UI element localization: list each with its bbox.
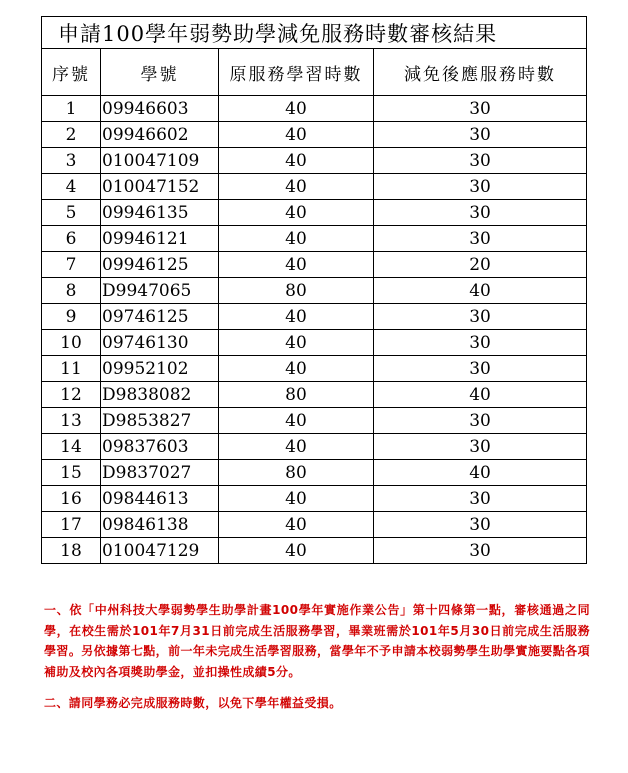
column-header-reduced-hours: 減免後應服務時數	[374, 49, 587, 96]
reduced-hours-cell: 30	[374, 200, 587, 226]
reduced-hours-cell: 30	[374, 356, 587, 382]
table-row	[42, 148, 587, 174]
serial-cell: 6	[42, 226, 101, 252]
original-hours-cell: 40	[219, 486, 374, 512]
original-hours-cell: 40	[219, 122, 374, 148]
table-row	[42, 460, 587, 486]
reduced-hours-cell: 30	[374, 512, 587, 538]
original-hours-cell: 40	[219, 304, 374, 330]
student-id-cell: 09746125	[101, 304, 219, 330]
table-row	[42, 174, 587, 200]
table-row	[42, 512, 587, 538]
reduced-hours-cell: 30	[374, 408, 587, 434]
student-id-cell: D9947065	[101, 278, 219, 304]
serial-cell: 9	[42, 304, 101, 330]
table-row	[42, 486, 587, 512]
original-hours-cell: 40	[219, 174, 374, 200]
student-id-cell: 010047129	[101, 538, 219, 564]
original-hours-cell: 40	[219, 512, 374, 538]
original-hours-cell: 40	[219, 356, 374, 382]
serial-cell: 7	[42, 252, 101, 278]
reduced-hours-cell: 40	[374, 382, 587, 408]
serial-cell: 12	[42, 382, 101, 408]
reduced-hours-cell: 20	[374, 252, 587, 278]
serial-cell: 13	[42, 408, 101, 434]
review-result-table	[41, 16, 587, 564]
original-hours-cell: 40	[219, 200, 374, 226]
serial-cell: 2	[42, 122, 101, 148]
student-id-cell: 09746130	[101, 330, 219, 356]
column-header-serial: 序號	[42, 49, 101, 96]
header-row	[42, 49, 587, 96]
serial-cell: 14	[42, 434, 101, 460]
original-hours-cell: 80	[219, 460, 374, 486]
serial-cell: 8	[42, 278, 101, 304]
student-id-cell: 09946121	[101, 226, 219, 252]
table-row	[42, 278, 587, 304]
student-id-cell: 09946602	[101, 122, 219, 148]
serial-cell: 1	[42, 96, 101, 122]
serial-cell: 3	[42, 148, 101, 174]
table-row	[42, 96, 587, 122]
reduced-hours-cell: 30	[374, 486, 587, 512]
student-id-cell: 09946603	[101, 96, 219, 122]
table-row	[42, 538, 587, 564]
original-hours-cell: 40	[219, 226, 374, 252]
reduced-hours-cell: 30	[374, 96, 587, 122]
student-id-cell: 09952102	[101, 356, 219, 382]
table-title: 申請100學年弱勢助學減免服務時數審核結果	[42, 17, 587, 49]
column-header-student-id: 學號	[101, 49, 219, 96]
table-row	[42, 200, 587, 226]
table-row	[42, 226, 587, 252]
original-hours-cell: 80	[219, 278, 374, 304]
serial-cell: 15	[42, 460, 101, 486]
table-row	[42, 434, 587, 460]
note-2: 二、請同學務必完成服務時數，以免下學年權益受損。	[44, 696, 342, 710]
original-hours-cell: 40	[219, 434, 374, 460]
table-body	[42, 96, 587, 564]
reduced-hours-cell: 30	[374, 330, 587, 356]
reduced-hours-cell: 30	[374, 538, 587, 564]
original-hours-cell: 40	[219, 96, 374, 122]
table-row	[42, 356, 587, 382]
table-row	[42, 382, 587, 408]
reduced-hours-cell: 30	[374, 148, 587, 174]
reduced-hours-cell: 30	[374, 122, 587, 148]
original-hours-cell: 40	[219, 148, 374, 174]
original-hours-cell: 40	[219, 538, 374, 564]
reduced-hours-cell: 30	[374, 434, 587, 460]
serial-cell: 18	[42, 538, 101, 564]
reduced-hours-cell: 30	[374, 174, 587, 200]
student-id-cell: 09946125	[101, 252, 219, 278]
student-id-cell: 09846138	[101, 512, 219, 538]
original-hours-cell: 40	[219, 408, 374, 434]
serial-cell: 11	[42, 356, 101, 382]
table-row	[42, 408, 587, 434]
serial-cell: 16	[42, 486, 101, 512]
student-id-cell: D9853827	[101, 408, 219, 434]
student-id-cell: 010047152	[101, 174, 219, 200]
table-row	[42, 330, 587, 356]
reduced-hours-cell: 30	[374, 304, 587, 330]
serial-cell: 4	[42, 174, 101, 200]
reduced-hours-cell: 40	[374, 278, 587, 304]
serial-cell: 10	[42, 330, 101, 356]
serial-cell: 5	[42, 200, 101, 226]
notes-section	[44, 600, 590, 714]
student-id-cell: 010047109	[101, 148, 219, 174]
reduced-hours-cell: 40	[374, 460, 587, 486]
student-id-cell: D9837027	[101, 460, 219, 486]
table-row	[42, 304, 587, 330]
student-id-cell: 09844613	[101, 486, 219, 512]
original-hours-cell: 40	[219, 252, 374, 278]
document	[41, 16, 587, 564]
reduced-hours-cell: 30	[374, 226, 587, 252]
table-row	[42, 122, 587, 148]
student-id-cell: 09946135	[101, 200, 219, 226]
student-id-cell: D9838082	[101, 382, 219, 408]
note-1: 一、依「中州科技大學弱勢學生助學計畫100學年實施作業公告」第十四條第一點，審核通過之同學，在校生需於101年7月31日前完成生活服務學習，畢業班需於101年5月30日前完成生活服務學習。另依據第七點，前一年未完成生活學習服務，當學年不予申請本校弱勢學生助學實施要點各項補助及校內各項獎助學金，並扣操性成績5分。	[44, 603, 590, 679]
serial-cell: 17	[42, 512, 101, 538]
original-hours-cell: 40	[219, 330, 374, 356]
table-row	[42, 252, 587, 278]
column-header-original-hours: 原服務學習時數	[219, 49, 374, 96]
student-id-cell: 09837603	[101, 434, 219, 460]
original-hours-cell: 80	[219, 382, 374, 408]
